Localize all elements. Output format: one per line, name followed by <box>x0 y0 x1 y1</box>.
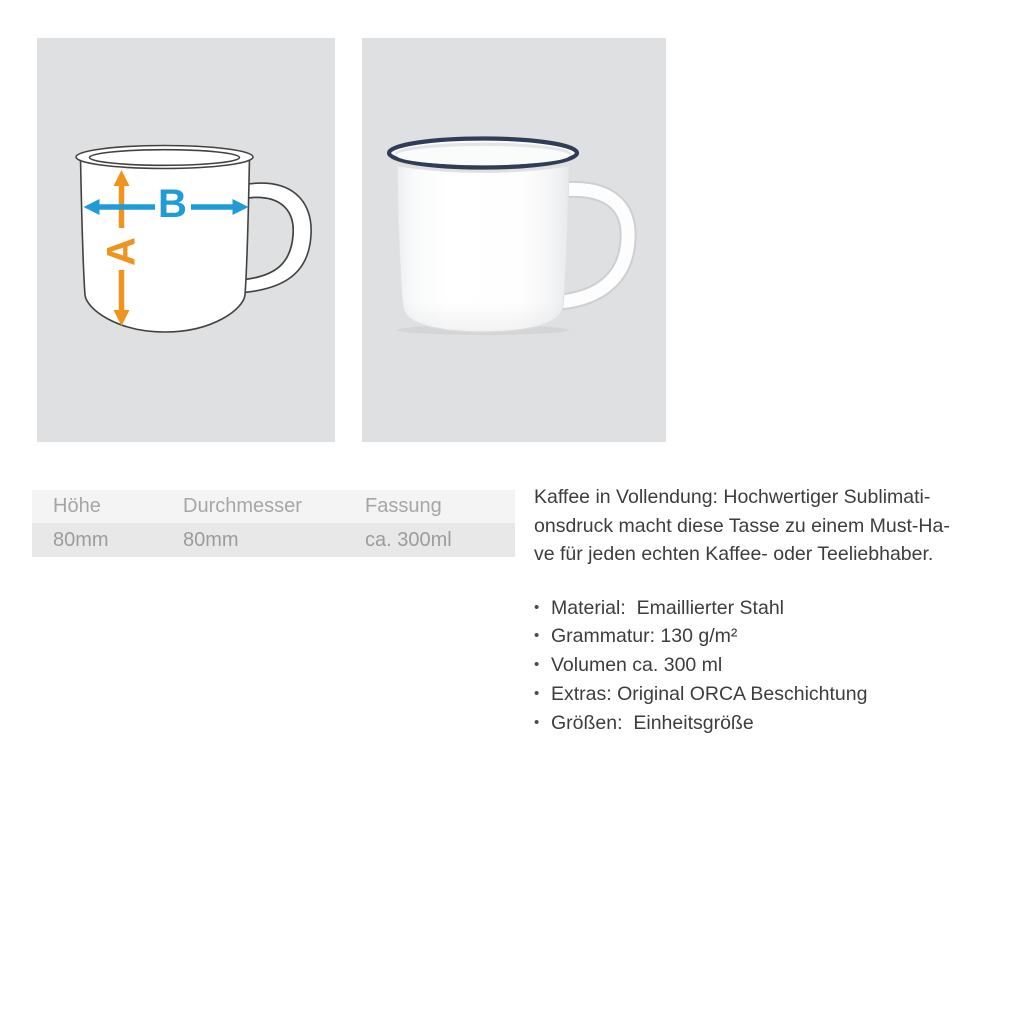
table-cell-fassung-value: ca. 300ml <box>365 528 452 551</box>
dimension-label-b: B <box>158 182 187 226</box>
description-line: onsdruck macht diese Tasse zu einem Must-Ha- <box>534 514 950 537</box>
table-header-hoehe: Höhe <box>53 495 101 517</box>
photo-mug-handle <box>560 189 628 302</box>
bullet-icon: • <box>534 713 540 731</box>
attribute-text: Volumen ca. 300 ml <box>551 654 723 677</box>
description-line: Kaffee in Vollendung: Hochwertiger Sublimati- <box>534 486 931 508</box>
dimensions-table <box>32 490 515 557</box>
attribute-text: Material: Emaillierter Stahl <box>551 596 784 619</box>
table-row <box>32 523 515 557</box>
mug-dimension-diagram <box>37 38 335 442</box>
attribute-text: Grammatur: 130 g/m² <box>551 625 738 648</box>
dimension-label-a: A <box>99 237 144 266</box>
bullet-icon: • <box>534 627 540 645</box>
list-item-volumen <box>534 651 1004 680</box>
list-item-groessen <box>534 709 1004 738</box>
list-item-material <box>534 594 1004 623</box>
list-item-grammatur <box>534 622 1004 651</box>
bullet-icon: • <box>534 684 540 702</box>
product-attributes-list <box>534 594 1004 738</box>
attribute-text: Größen: Einheitsgröße <box>551 711 754 734</box>
photo-mug-body-shading <box>397 166 569 332</box>
mug-photo-panel <box>362 38 666 442</box>
table-cell-durchmesser-value: 80mm <box>183 528 239 551</box>
bullet-icon: • <box>534 598 540 616</box>
table-cell-hoehe-value: 80mm <box>53 528 109 551</box>
product-description <box>534 483 1004 737</box>
bullet-icon: • <box>534 656 540 674</box>
list-item-extras <box>534 680 1004 709</box>
table-header-row <box>32 490 515 523</box>
enamel-mug-photo <box>362 38 666 442</box>
table-header-durchmesser: Durchmesser <box>183 495 302 517</box>
attribute-text: Extras: Original ORCA Beschichtung <box>551 682 868 705</box>
description-line: ve für jeden echten Kaffee- oder Teeliebhaber. <box>534 543 934 565</box>
photo-mug-rim-inner-surface <box>397 146 570 165</box>
table-header-fassung: Fassung <box>365 495 442 517</box>
mug-dimension-diagram-panel <box>37 38 335 442</box>
description-paragraph <box>534 483 1004 569</box>
